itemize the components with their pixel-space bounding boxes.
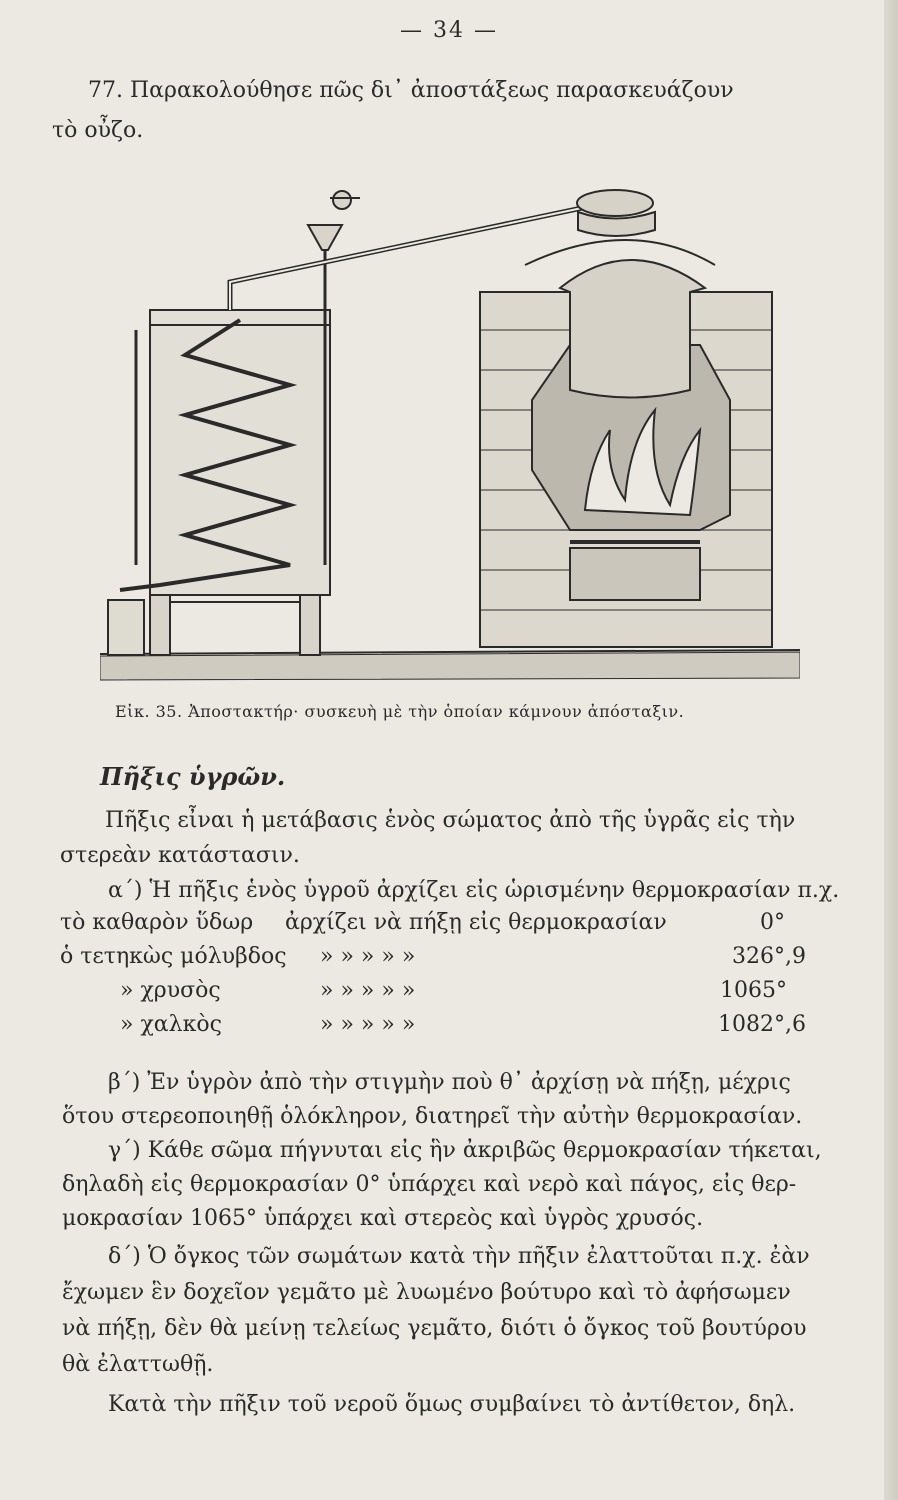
still-pot bbox=[560, 260, 705, 398]
ash-pit bbox=[570, 548, 700, 600]
exercise-line-2: τὸ οὖζο. bbox=[52, 118, 144, 143]
freezing-point-row bbox=[60, 1012, 820, 1042]
figure-caption: Εἰκ. 35. Ἀποστακτήρ· συσκευὴ μὲ τὴν ὁποίαν κάμνουν ἀπόσταξιν. bbox=[115, 702, 685, 721]
row-middle-text: » » » » » bbox=[320, 1012, 416, 1037]
paragraph-c-line-3: μοκρασίαν 1065° ὑπάρχει καὶ στερεὸς καὶ ὑγρὸς χρυσός. bbox=[62, 1206, 704, 1231]
paragraph-d-line-2: ἔχωμεν ἓν δοχεῖον γεμᾶτο μὲ λυωμένο βούτυρο καὶ τὸ ἀφήσωμεν bbox=[62, 1280, 791, 1305]
still-head bbox=[577, 190, 653, 216]
water-tap bbox=[333, 191, 351, 209]
freezing-point-row bbox=[60, 978, 820, 1008]
freezing-temperature: 326°,9 bbox=[732, 944, 806, 969]
page-edge bbox=[884, 0, 898, 1500]
definition-line-2: στερεὰν κατάστασιν. bbox=[60, 843, 300, 868]
freezing-temperature: 0° bbox=[760, 910, 785, 935]
freezing-temperature: 1082°,6 bbox=[718, 1012, 806, 1037]
substance-name: ὁ τετηκὼς μόλυβδος bbox=[60, 944, 287, 969]
stand-leg-left bbox=[150, 595, 170, 655]
freezing-point-row bbox=[60, 910, 820, 940]
freezing-temperature: 1065° bbox=[720, 978, 787, 1003]
page-number: — 34 — bbox=[400, 18, 498, 43]
collecting-vessel bbox=[108, 600, 144, 655]
substance-name: τὸ καθαρὸν ὕδωρ bbox=[60, 910, 254, 935]
freezing-point-row bbox=[60, 944, 820, 974]
paragraph-b-line-2: ὅτου στερεοποιηθῇ ὁλόκληρον, διατηρεῖ τὴν αὐτὴν θερμοκρασίαν. bbox=[62, 1104, 803, 1129]
funnel bbox=[308, 225, 342, 250]
substance-name: » χρυσὸς bbox=[120, 978, 221, 1003]
section-heading: Πῆξις ὑγρῶν. bbox=[100, 762, 286, 791]
paragraph-b-line-1: β΄) Ἐν ὑγρὸν ἀπὸ τὴν στιγμὴν ποὺ θ᾿ ἀρχίσῃ νὰ πήξῃ, μέχρις bbox=[108, 1070, 791, 1095]
paragraph-d-line-3: νὰ πήξῃ, δὲν θὰ μείνῃ τελείως γεμᾶτο, διότι ὁ ὄγκος τοῦ βουτύρου bbox=[62, 1316, 807, 1341]
row-middle-text: » » » » » bbox=[320, 978, 416, 1003]
paragraph-a-line-1: α΄) Ἡ πῆξις ἑνὸς ὑγροῦ ἀρχίζει εἰς ὡρισμένην θερμοκρασίαν π.χ. bbox=[108, 878, 840, 903]
paragraph-c-line-1: γ΄) Κάθε σῶμα πήγνυται εἰς ἣν ἀκριβῶς θερμοκρασίαν τήκεται, bbox=[108, 1138, 822, 1163]
paragraph-c-line-2: δηλαδὴ εἰς θερμοκρασίαν 0° ὑπάρχει καὶ νερὸ καὶ πάγος, εἰς θερ- bbox=[62, 1172, 797, 1197]
substance-name: » χαλκὸς bbox=[120, 1012, 222, 1037]
row-middle-text: ἀρχίζει νὰ πήξῃ εἰς θερμοκρασίαν bbox=[285, 910, 667, 935]
definition-line-1: Πῆξις εἶναι ἡ μετάβασις ἑνὸς σώματος ἀπὸ τῆς ὑγρᾶς εἰς τὴν bbox=[105, 808, 796, 833]
closing-line: Κατὰ τὴν πῆξιν τοῦ νεροῦ ὅμως συμβαίνει τὸ ἀντίθετον, δηλ. bbox=[108, 1392, 796, 1417]
paragraph-d-line-4: θὰ ἐλαττωθῇ. bbox=[62, 1352, 214, 1377]
ground-hatch bbox=[100, 652, 800, 680]
row-middle-text: » » » » » bbox=[320, 944, 416, 969]
exercise-line-1: 77. Παρακολούθησε πῶς δι᾿ ἀποστάξεως παρασκευάζουν bbox=[88, 78, 734, 103]
distillation-apparatus-illustration bbox=[100, 170, 800, 690]
stand-leg-right bbox=[300, 595, 320, 655]
paragraph-d-line-1: δ΄) Ὁ ὄγκος τῶν σωμάτων κατὰ τὴν πῆξιν ἐλαττοῦται π.χ. ἐὰν bbox=[108, 1244, 810, 1269]
